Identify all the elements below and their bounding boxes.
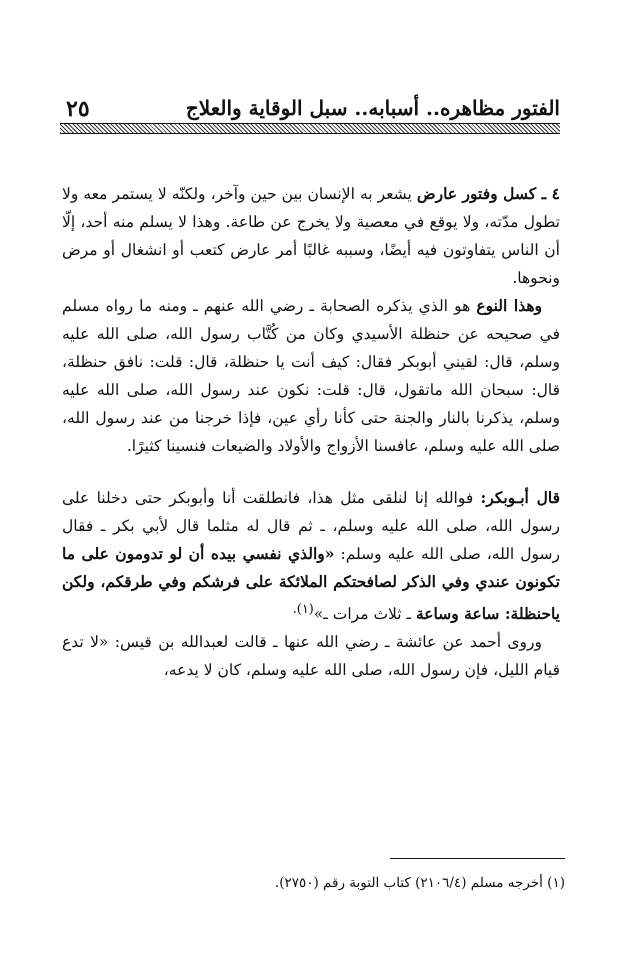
- paragraph-4: [62, 628, 560, 684]
- paragraph-4-text: وروى أحمد عن عائشة ـ رضي الله عنها ـ قالت لعبدالله بن قيس: «لا تدع قيام الليل، فإن رسول الله، صلى الله عليه وسلم، كان لا يدعه،: [62, 633, 560, 680]
- header-ornamental-rule: [60, 123, 560, 134]
- paragraph-2-text: هو الذي يذكره الصحابة ـ رضي الله عنهم ـ ومنه ما رواه مسلم في صحيحه عن حنظلة الأسيدي وكان من كُتَّاب رسول الله، صلى الله عليه وسلم، قال: لقيني أبوبكر فقال: كيف أنت يا حنظلة، قال: قلت: نافق حنظلة، قال: سبحان الله ماتقول، قال: قلت: نكون عند رسول الله، صلى الله عليه وسلم، يذكرنا بالنار والجنة حتى كأنا رأي عين، فإذا خرجنا من عند رسول الله، صلى الله عليه وسلم، عافسنا الأزواج والأولاد والضيعات فنسينا كثيرًا.: [62, 297, 561, 455]
- footnote: (١) أخرجه مسلم (٢١٠٦/٤) كتاب التوبة رقم (٢٧٥٠).: [274, 875, 565, 891]
- paragraph-3-tail: ـ ثلاث مرات ـ»: [313, 605, 416, 624]
- paragraph-1: [62, 180, 560, 292]
- main-text: [62, 180, 560, 684]
- paragraph-1-label: ٤ ـ كسل وفتور عارض: [416, 184, 560, 203]
- footnote-divider: [390, 858, 565, 859]
- running-title: الفتور مظاهره.. أسبابه.. سبل الوقاية والعلاج: [185, 96, 560, 120]
- page-number: ٢٥: [66, 96, 90, 122]
- paragraph-3-text: فوالله إنا لنلقى مثل هذا، فانطلقت أنا وأبوبكر حتى دخلنا على رسول الله، صلى الله عليه وسلم، ـ ثم قال له مثلما قال لأبي بكر ـ فقال رسول الله، صلى الله عليه وسلم:: [62, 489, 561, 563]
- footnote-reference: (١).: [292, 602, 314, 617]
- paragraph-3-label: قال أبـوبكر:: [480, 488, 560, 507]
- page-header: [60, 92, 560, 134]
- paragraph-3: [62, 484, 560, 628]
- paragraph-2: [62, 292, 560, 460]
- hadith-quote: «والذي نفسي بيده أن لو تدومون على ما تكونون عندي وفي الذكر لصافحتكم الملائكة على فرشكم وفي طرقكم، ولكن ياحنظلة: ساعة وساعة: [62, 544, 560, 624]
- paragraph-1-text: يشعر به الإنسان بين حين وآخر، ولكنّه لا يستمر معه ولا تطول مدّته، ولا يوقع في معصية ولا يخرج عن طاعة. وهذا لا يسلم منه أحد، إلّا أن الناس يتفاوتون فيه أيضًا، وسببه غالبًا أمر عارض كتعب أو انشغال أو مرض ونحوها.: [62, 185, 560, 287]
- paragraph-2-label: وهذا النوع: [476, 296, 542, 315]
